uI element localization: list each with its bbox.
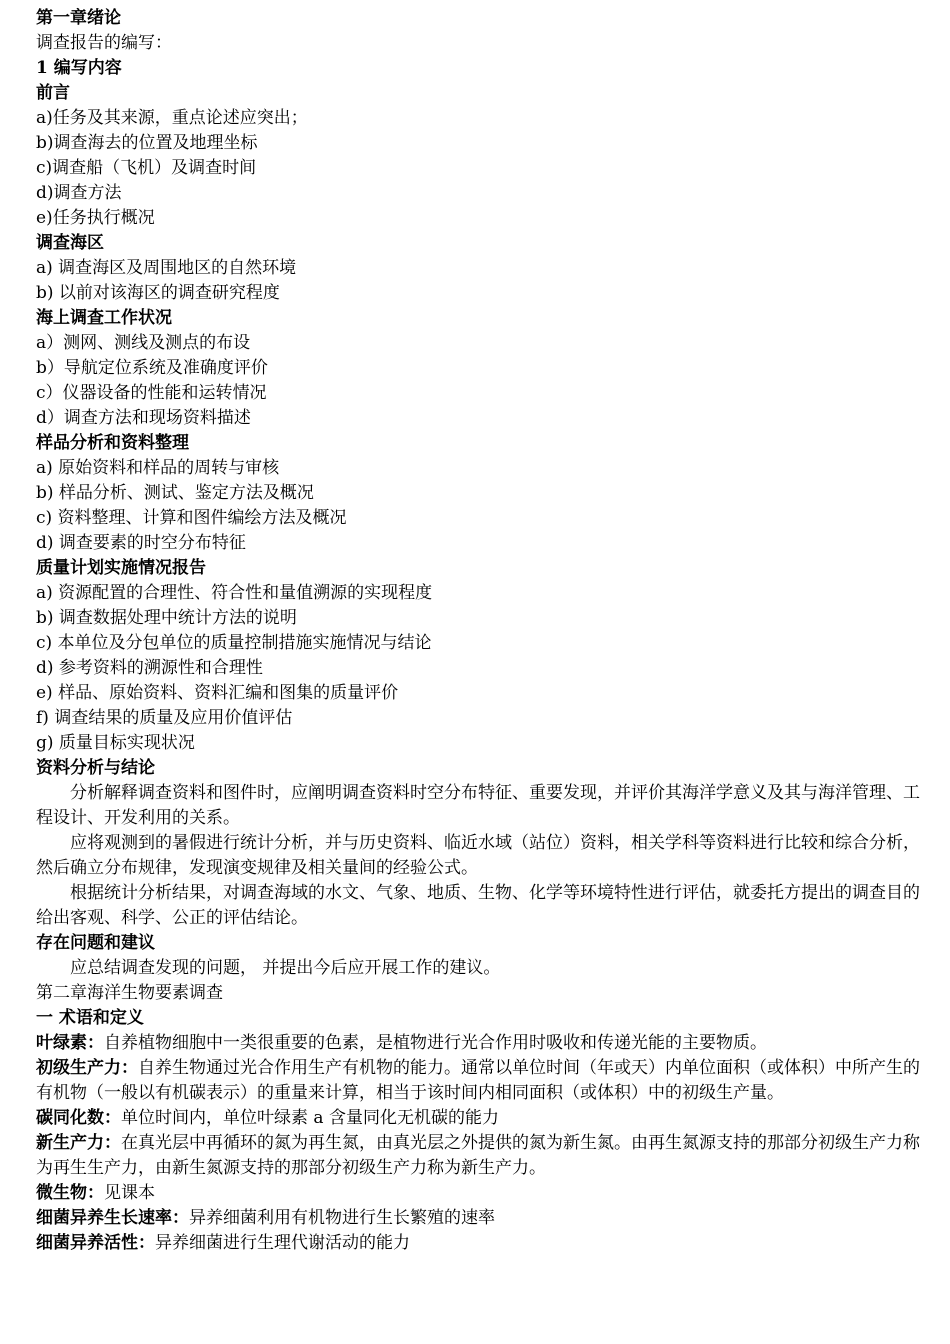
survey-area-heading: 调查海区 — [36, 233, 104, 253]
list-item: b)调查海去的位置及地理坐标 — [36, 133, 258, 153]
definition-term: 微生物 — [36, 1183, 87, 1203]
definition — [36, 1231, 920, 1256]
list-item: b) 以前对该海区的调查研究程度 — [36, 283, 280, 303]
sample-analysis-heading: 样品分析和资料整理 — [36, 433, 189, 453]
definition-term: 初级生产力 — [36, 1058, 121, 1078]
definition-text: 单位时间内，单位叶绿素 a 含量同化无机碳的能力 — [121, 1108, 499, 1128]
definition-separator: ： — [87, 1033, 104, 1053]
definition-term: 细菌异养活性 — [36, 1233, 138, 1253]
list-item: b) 样品分析、测试、鉴定方法及概况 — [36, 483, 314, 503]
list-item: d) 参考资料的溯源性和合理性 — [36, 658, 263, 678]
definition — [36, 1206, 920, 1231]
definition-text: 自养植物细胞中一类很重要的色素，是植物进行光合作用时吸收和传递光能的主要物质。 — [104, 1033, 767, 1053]
list-item: a) 资源配置的合理性、符合性和量值溯源的实现程度 — [36, 583, 433, 603]
list-item: c) 资料整理、计算和图件编绘方法及概况 — [36, 508, 347, 528]
definition-term: 细菌异养生长速率 — [36, 1208, 172, 1228]
definition-separator: ： — [104, 1108, 121, 1128]
list-item: c）仪器设备的性能和运转情况 — [36, 383, 267, 403]
paragraph: 应将观测到的暑假进行统计分析，并与历史资料、临近水域（站位）资料，相关学科等资料进行比较和综合分析，然后确立分布规律，发现演变规律及相关量间的经验公式。 — [36, 833, 920, 878]
definition-separator: ： — [87, 1183, 104, 1203]
definition — [36, 1181, 920, 1206]
definition-separator: ： — [138, 1233, 155, 1253]
chapter-title — [36, 8, 920, 31]
definition-term: 叶绿素 — [36, 1033, 87, 1053]
list-item: g) 质量目标实现状况 — [36, 733, 195, 753]
list-item: f) 调查结果的质量及应用价值评估 — [36, 708, 293, 728]
paragraph: 应总结调查发现的问题， 并提出今后应开展工作的建议。 — [70, 958, 501, 978]
list-item: a) 调查海区及周围地区的自然环境 — [36, 258, 297, 278]
definition — [36, 1056, 920, 1106]
paragraph: 根据统计分析结果，对调查海域的水文、气象、地质、生物、化学等环境特性进行评估，就委托方提出的调查目的给出客观、科学、公正的评估结论。 — [36, 883, 920, 928]
document-page — [36, 8, 920, 1256]
paragraph: 分析解释调查资料和图件时，应阐明调查资料时空分布特征、重要发现，并评价其海洋学意义及其与海洋管理、工程设计、开发利用的关系。 — [36, 783, 920, 828]
definition-term: 新生产力 — [36, 1133, 104, 1153]
definition-separator: ： — [104, 1133, 121, 1153]
list-item: b) 调查数据处理中统计方法的说明 — [36, 608, 297, 628]
section-heading: 1 编写内容 — [36, 58, 122, 78]
list-item: c) 本单位及分包单位的质量控制措施实施情况与结论 — [36, 633, 432, 653]
list-item: a）测网、测线及测点的布设 — [36, 333, 251, 353]
definition — [36, 1106, 920, 1131]
list-item: a) 原始资料和样品的周转与审核 — [36, 458, 280, 478]
definition — [36, 1031, 920, 1056]
definition-separator: ： — [121, 1058, 138, 1078]
list-item: d）调查方法和现场资料描述 — [36, 408, 251, 428]
definition — [36, 1131, 920, 1181]
list-item: c)调查船（飞机）及调查时间 — [36, 158, 257, 178]
list-item: e)任务执行概况 — [36, 208, 155, 228]
problems-heading: 存在问题和建议 — [36, 933, 155, 953]
list-item: d) 调查要素的时空分布特征 — [36, 533, 246, 553]
chapter-title: 第二章海洋生物要素调查 — [36, 983, 223, 1003]
data-analysis-heading: 资料分析与结论 — [36, 758, 155, 778]
definition-text: 异养细菌进行生理代谢活动的能力 — [155, 1233, 410, 1253]
quality-plan-heading: 质量计划实施情况报告 — [36, 558, 206, 578]
definition-text: 在真光层中再循环的氮为再生氮，由真光层之外提供的氮为新生氮。由再生氮源支持的那部分初级生产力称为再生生产力，由新生氮源支持的那部分初级生产力称为新生产力。 — [36, 1133, 920, 1178]
report-intro: 调查报告的编写： — [36, 33, 172, 53]
sea-work-heading: 海上调查工作状况 — [36, 308, 172, 328]
chapter-title-text: 第一章绪论 — [36, 8, 121, 28]
definition-text: 见课本 — [104, 1183, 155, 1203]
definition-separator: ： — [172, 1208, 189, 1228]
definition-term: 碳同化数 — [36, 1108, 104, 1128]
preface-heading: 前言 — [36, 83, 70, 103]
list-item: a)任务及其来源，重点论述应突出； — [36, 108, 308, 128]
definition-text: 异养细菌利用有机物进行生长繁殖的速率 — [189, 1208, 495, 1228]
list-item: d)调查方法 — [36, 183, 122, 203]
list-item: e) 样品、原始资料、资料汇编和图集的质量评价 — [36, 683, 399, 703]
list-item: b）导航定位系统及准确度评价 — [36, 358, 268, 378]
section-heading: 一 术语和定义 — [36, 1008, 144, 1028]
definition-text: 自养生物通过光合作用生产有机物的能力。通常以单位时间（年或天）内单位面积（或体积）中所产生的有机物（一般以有机碳表示）的重量来计算，相当于该时间内相同面积（或体积）中的初级生产量。 — [36, 1058, 920, 1103]
